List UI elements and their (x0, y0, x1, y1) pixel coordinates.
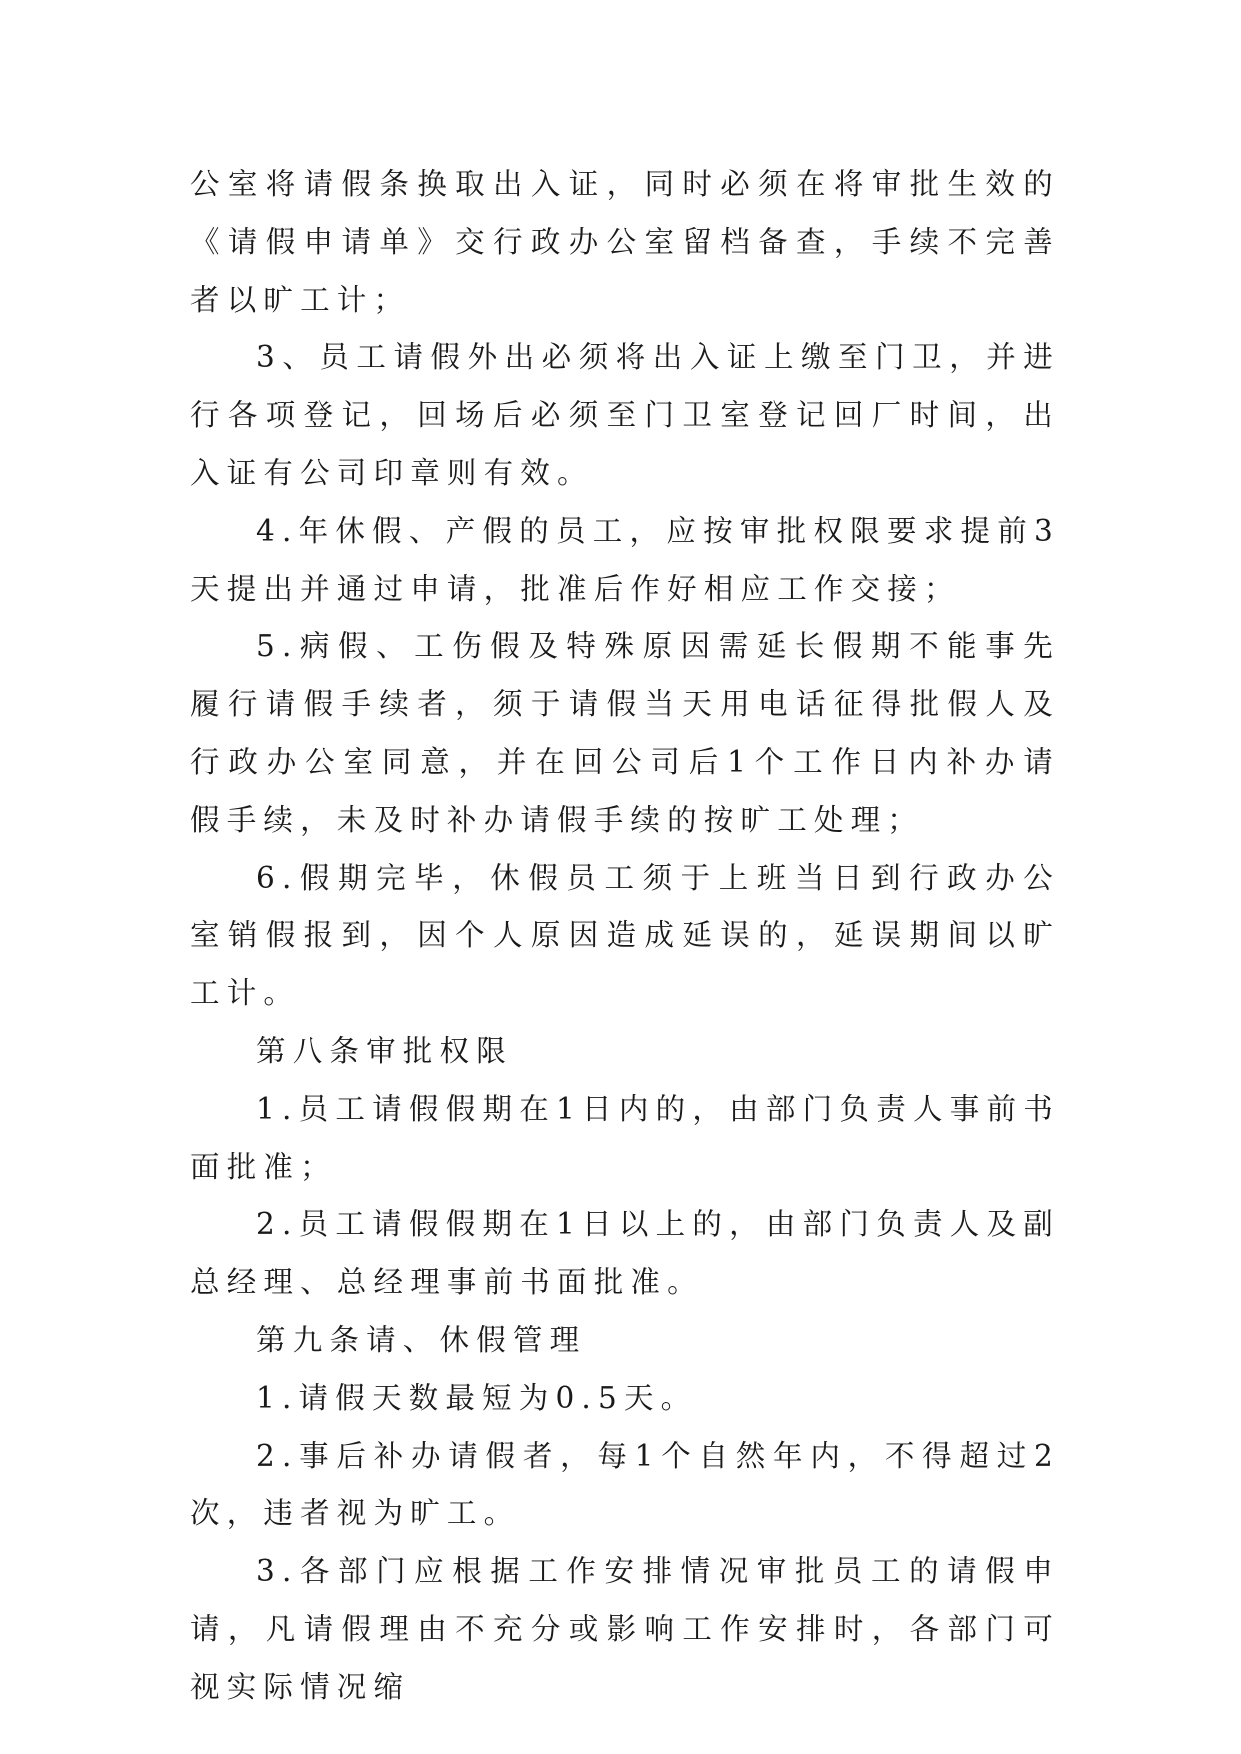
paragraph-8: 2.员工请假假期在1日以上的，由部门负责人及副总经理、总经理事前书面批准。 (190, 1207, 1060, 1300)
paragraph-11: 2.事后补办请假者，每1个自然年内，不得超过2次，违者视为旷工。 (190, 1438, 1060, 1531)
document-body (190, 156, 1060, 1717)
paragraph-4: 5.病假、工伤假及特殊原因需延长假期不能事先履行请假手续者，须于请假当天用电话征得批假人及行政办公室同意，并在回公司后1个工作日内补办请假手续，未及时补办请假手续的按旷工处理； (190, 629, 1060, 837)
paragraph-7: 1.员工请假假期在1日内的，由部门负责人事前书面批准； (190, 1091, 1060, 1184)
paragraph-12: 3.各部门应根据工作安排情况审批员工的请假申请，凡请假理由不充分或影响工作安排时，各部门可视实际情况缩 (190, 1554, 1060, 1704)
section-heading-article-9: 第九条请、休假管理 (256, 1322, 587, 1357)
paragraph-1: 公室将请假条换取出入证，同时必须在将审批生效的《请假申请单》交行政办公室留档备查，手续不完善者以旷工计； (190, 167, 1060, 317)
section-heading-article-8: 第八条审批权限 (256, 1033, 513, 1068)
paragraph-5: 6.假期完毕，休假员工须于上班当日到行政办公室销假报到，因个人原因造成延误的，延误期间以旷工计。 (190, 860, 1060, 1011)
paragraph-2: 3、员工请假外出必须将出入证上缴至门卫，并进行各项登记，回场后必须至门卫室登记回厂时间，出入证有公司印章则有效。 (190, 340, 1060, 490)
paragraph-3: 4.年休假、产假的员工，应按审批权限要求提前3天提出并通过申请，批准后作好相应工作交接； (190, 513, 1060, 606)
paragraph-10: 1.请假天数最短为0.5天。 (256, 1380, 698, 1415)
